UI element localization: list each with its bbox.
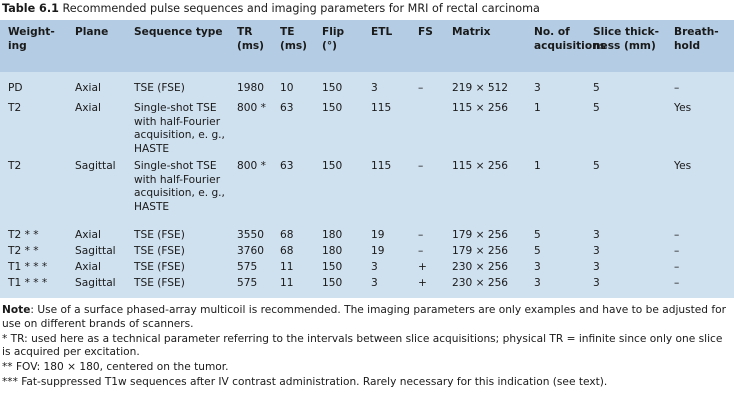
- cell-te: [280, 261, 293, 275]
- cell-slice-thickness: [593, 277, 600, 291]
- cell-fs: [418, 277, 427, 291]
- cell-line: 230 × 256: [452, 277, 509, 289]
- cell-line: 3: [371, 261, 378, 273]
- cell-slice-thickness: [593, 160, 600, 174]
- cell-te: [280, 82, 293, 96]
- cell-line: TSE (FSE): [134, 261, 185, 273]
- cell-line: Sagittal: [75, 245, 116, 257]
- cell-line: 575: [237, 277, 258, 289]
- header-line: TE: [280, 26, 295, 38]
- cell-line: 5: [534, 245, 541, 257]
- cell-breath-hold: [674, 261, 679, 275]
- cell-line: 1980: [237, 82, 264, 94]
- cell-line: 230 × 256: [452, 261, 509, 273]
- header-matrix: [452, 26, 490, 40]
- cell-etl: [371, 277, 378, 291]
- cell-line: –: [674, 245, 680, 257]
- cell-breath-hold: [674, 229, 679, 243]
- cell-slice-thickness: [593, 102, 600, 116]
- cell-line: 3: [593, 261, 600, 273]
- cell-line: 219 × 512: [452, 82, 509, 94]
- cell-te: [280, 102, 293, 116]
- cell-plane: [75, 245, 116, 259]
- cell-line: 5: [593, 102, 600, 114]
- cell-line: –: [674, 229, 680, 241]
- cell-line: –: [674, 82, 680, 94]
- cell-line: 115 × 256: [452, 160, 509, 172]
- cell-line: Axial: [75, 82, 101, 94]
- table-caption-label: Table 6.1: [2, 2, 59, 15]
- cell-etl: [371, 160, 391, 174]
- table-caption-text: Recommended pulse sequences and imaging parameters for MRI of rectal carcinoma: [62, 2, 540, 15]
- header-line: Flip: [322, 26, 345, 38]
- cell-line: TSE (FSE): [134, 82, 185, 94]
- cell-line: 1: [534, 102, 541, 114]
- cell-line: 10: [280, 82, 294, 94]
- table-header: [0, 20, 734, 72]
- header-flip: [322, 26, 344, 53]
- cell-line: acquisition, e. g.,: [134, 129, 225, 141]
- cell-breath-hold: [674, 82, 679, 96]
- cell-line: 115 × 256: [452, 102, 509, 114]
- cell-plane: [75, 229, 101, 243]
- cell-flip: [322, 277, 342, 291]
- cell-weighting: [8, 261, 47, 275]
- footnote-fov: ** FOV: 180 × 180, centered on the tumor.: [2, 361, 229, 374]
- cell-tr: [237, 102, 266, 116]
- cell-line: 3: [534, 277, 541, 289]
- cell-line: T1 * * *: [8, 277, 48, 289]
- cell-te: [280, 277, 293, 291]
- cell-breath-hold: [674, 102, 691, 116]
- cell-tr: [237, 229, 264, 243]
- cell-matrix: [452, 261, 508, 275]
- header-line: hold: [674, 39, 701, 52]
- header-line: TR: [237, 26, 253, 38]
- cell-slice-thickness: [593, 229, 600, 243]
- cell-tr: [237, 160, 266, 174]
- header-plane: [75, 26, 108, 40]
- cell-line: 5: [593, 82, 600, 94]
- cell-te: [280, 245, 293, 259]
- cell-matrix: [452, 102, 508, 116]
- cell-line: T2 * *: [8, 245, 39, 257]
- header-te: [280, 26, 307, 53]
- cell-line: T2: [8, 160, 22, 172]
- cell-line: Sagittal: [75, 277, 116, 289]
- cell-line: 150: [322, 160, 343, 172]
- table-caption: [2, 2, 540, 15]
- cell-slice-thickness: [593, 82, 600, 96]
- cell-etl: [371, 245, 384, 259]
- cell-line: 3: [534, 82, 541, 94]
- cell-line: 63: [280, 160, 294, 172]
- cell-line: 179 × 256: [452, 245, 509, 257]
- cell-acquisitions: [534, 261, 541, 275]
- cell-line: 11: [280, 261, 294, 273]
- cell-acquisitions: [534, 82, 541, 96]
- header-line: acquisitions: [534, 39, 606, 52]
- cell-line: HASTE: [134, 142, 170, 155]
- cell-fs: [418, 261, 427, 275]
- cell-line: 115: [371, 160, 392, 172]
- cell-plane: [75, 102, 101, 116]
- cell-matrix: [452, 229, 508, 243]
- cell-tr: [237, 277, 257, 291]
- cell-line: Yes: [674, 102, 692, 114]
- cell-te: [280, 160, 293, 174]
- cell-plane: [75, 160, 116, 174]
- cell-flip: [322, 245, 342, 259]
- cell-breath-hold: [674, 245, 679, 259]
- cell-sequence-type: [134, 102, 225, 156]
- cell-line: –: [418, 160, 424, 172]
- cell-line: 115: [371, 102, 392, 114]
- cell-acquisitions: [534, 277, 541, 291]
- cell-weighting: [8, 277, 47, 291]
- cell-line: –: [418, 245, 424, 257]
- header-etl: [371, 26, 392, 40]
- cell-line: 575: [237, 261, 258, 273]
- cell-line: 150: [322, 102, 343, 114]
- header-line: (ms): [237, 39, 265, 52]
- cell-line: 3760: [237, 245, 264, 257]
- cell-line: –: [674, 277, 680, 289]
- cell-sequence-type: [134, 277, 185, 291]
- cell-matrix: [452, 245, 508, 259]
- cell-line: –: [674, 261, 680, 273]
- cell-breath-hold: [674, 160, 691, 174]
- footnote-tr: * TR: used here as a technical parameter referring to the intervals between slice acquisitions; physical TR = infinite since only one slice is acquired per excitation.: [2, 332, 723, 359]
- note-general: [2, 304, 732, 331]
- cell-line: 19: [371, 229, 385, 241]
- header-breath-hold: [674, 26, 719, 53]
- cell-weighting: [8, 160, 21, 174]
- header-fs: [418, 26, 433, 40]
- cell-te: [280, 229, 293, 243]
- cell-tr: [237, 261, 257, 275]
- cell-line: 800 *: [237, 160, 266, 172]
- cell-line: 800 *: [237, 102, 266, 114]
- cell-slice-thickness: [593, 261, 600, 275]
- cell-line: with half-Fourier: [134, 115, 221, 128]
- cell-plane: [75, 277, 116, 291]
- cell-slice-thickness: [593, 245, 600, 259]
- cell-line: 1: [534, 160, 541, 172]
- cell-line: Axial: [75, 261, 101, 273]
- cell-tr: [237, 82, 264, 96]
- cell-line: +: [418, 277, 427, 289]
- cell-breath-hold: [674, 277, 679, 291]
- cell-sequence-type: [134, 229, 185, 243]
- cell-line: PD: [8, 82, 23, 94]
- cell-etl: [371, 82, 378, 96]
- header-line: Weight-: [8, 26, 55, 38]
- cell-line: with half-Fourier: [134, 173, 221, 186]
- cell-flip: [322, 261, 342, 275]
- cell-fs: [418, 229, 423, 243]
- header-line: FS: [418, 26, 433, 38]
- cell-line: Single-shot TSE: [134, 102, 217, 114]
- cell-line: TSE (FSE): [134, 245, 185, 257]
- header-line: ing: [8, 39, 27, 52]
- cell-sequence-type: [134, 245, 185, 259]
- header-line: ETL: [371, 26, 393, 38]
- cell-line: 150: [322, 82, 343, 94]
- cell-line: 5: [593, 160, 600, 172]
- header-line: Slice thick-: [593, 26, 660, 38]
- header-line: (ms): [280, 39, 308, 52]
- cell-line: Axial: [75, 229, 101, 241]
- cell-line: –: [418, 82, 424, 94]
- note-label: Note: [2, 304, 31, 316]
- cell-plane: [75, 261, 101, 275]
- cell-matrix: [452, 160, 508, 174]
- cell-flip: [322, 160, 342, 174]
- header-tr: [237, 26, 264, 53]
- header-line: No. of: [534, 26, 570, 38]
- header-line: Sequence type: [134, 26, 223, 38]
- cell-line: 3: [371, 82, 378, 94]
- cell-line: TSE (FSE): [134, 229, 185, 241]
- table-notes: [2, 304, 732, 391]
- cell-fs: [418, 245, 423, 259]
- cell-line: 180: [322, 229, 343, 241]
- cell-line: TSE (FSE): [134, 277, 185, 289]
- cell-etl: [371, 102, 391, 116]
- cell-sequence-type: [134, 261, 185, 275]
- cell-acquisitions: [534, 245, 541, 259]
- cell-line: 3: [593, 277, 600, 289]
- cell-line: 63: [280, 102, 294, 114]
- cell-line: +: [418, 261, 427, 273]
- cell-line: 5: [534, 229, 541, 241]
- cell-tr: [237, 245, 264, 259]
- header-line: Plane: [75, 26, 109, 38]
- cell-plane: [75, 82, 101, 96]
- cell-etl: [371, 261, 378, 275]
- cell-acquisitions: [534, 160, 541, 174]
- cell-line: acquisition, e. g.,: [134, 187, 225, 199]
- cell-line: 179 × 256: [452, 229, 509, 241]
- cell-weighting: [8, 229, 39, 243]
- cell-line: 68: [280, 245, 294, 257]
- cell-etl: [371, 229, 384, 243]
- cell-line: 3550: [237, 229, 264, 241]
- cell-line: 11: [280, 277, 294, 289]
- cell-line: Axial: [75, 102, 101, 114]
- cell-fs: [418, 82, 423, 96]
- cell-line: 150: [322, 277, 343, 289]
- cell-fs: [418, 160, 423, 174]
- cell-weighting: [8, 82, 23, 96]
- cell-line: T1 * * *: [8, 261, 48, 273]
- header-line: Matrix: [452, 26, 491, 38]
- cell-sequence-type: [134, 160, 225, 214]
- header-weighting: [8, 26, 55, 53]
- cell-line: HASTE: [134, 200, 170, 213]
- cell-sequence-type: [134, 82, 185, 96]
- cell-matrix: [452, 277, 508, 291]
- cell-line: 3: [371, 277, 378, 289]
- cell-line: –: [418, 229, 424, 241]
- cell-line: Yes: [674, 160, 692, 172]
- cell-line: T2: [8, 102, 22, 114]
- cell-weighting: [8, 245, 39, 259]
- footnote-fat-suppressed: *** Fat-suppressed T1w sequences after IV contrast administration. Rarely necessary for this indication (see text).: [2, 376, 608, 389]
- cell-line: 68: [280, 229, 294, 241]
- cell-line: 150: [322, 261, 343, 273]
- header-line: (°): [322, 39, 337, 52]
- cell-line: T2 * *: [8, 229, 39, 241]
- cell-matrix: [452, 82, 508, 96]
- parameters-table: [0, 20, 734, 298]
- cell-line: 3: [593, 229, 600, 241]
- note-text: : Use of a surface phased-array multicoil is recommended. The imaging parameters are only examples and have to be adjusted for use on different brands of scanners.: [2, 304, 726, 330]
- header-line: ness (mm): [593, 39, 656, 52]
- cell-flip: [322, 102, 342, 116]
- header-sequence-type: [134, 26, 223, 40]
- cell-flip: [322, 82, 342, 96]
- cell-acquisitions: [534, 229, 541, 243]
- cell-line: 19: [371, 245, 385, 257]
- cell-weighting: [8, 102, 21, 116]
- cell-line: 180: [322, 245, 343, 257]
- cell-line: Single-shot TSE: [134, 160, 217, 172]
- cell-line: 3: [593, 245, 600, 257]
- cell-line: 3: [534, 261, 541, 273]
- header-slice-thickness: [593, 26, 659, 53]
- cell-acquisitions: [534, 102, 541, 116]
- header-line: Breath-: [674, 26, 719, 38]
- cell-line: Sagittal: [75, 160, 116, 172]
- cell-flip: [322, 229, 342, 243]
